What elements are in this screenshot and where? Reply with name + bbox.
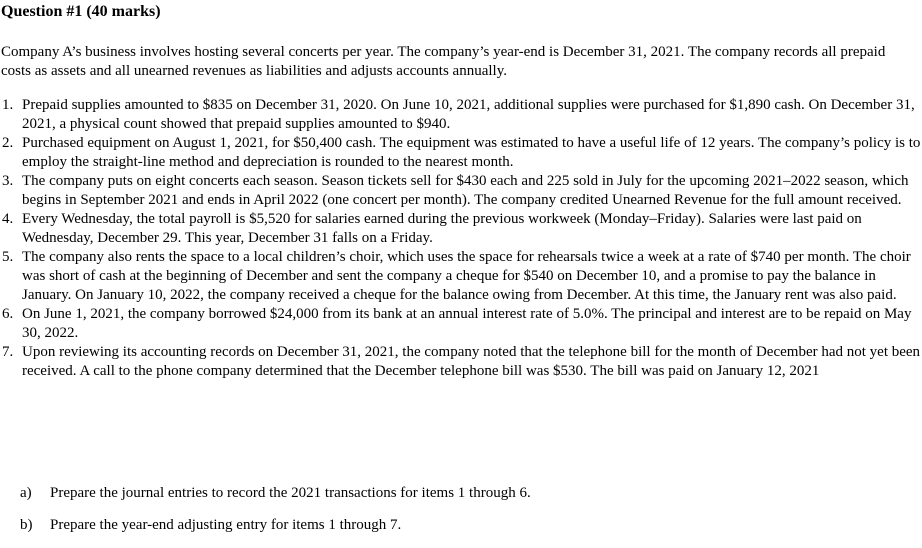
item-number: 4. [2,211,14,227]
item-number: 2. [2,135,14,151]
list-item [0,343,922,381]
question-title: Question #1 (40 marks) [1,3,161,20]
item-text: Upon reviewing its accounting records on December 31, 2021, the company noted that the telephone bill for the month of December had not yet been received. A call to the phone company determined that the December telephone bill was $530. The bill was paid on January 12, 2021 [22,344,921,379]
item-text: Prepaid supplies amounted to $835 on December 31, 2020. On June 10, 2021, additional supplies were purchased for $1,890 cash. On December 31, 2021, a physical count showed that prepaid supplies amounted to $940. [22,97,915,132]
list-item [0,305,922,343]
task-item [20,484,531,503]
list-item [0,96,922,134]
item-text: On June 1, 2021, the company borrowed $24,000 from its bank at an annual interest rate of 5.0%. The principal and interest are to be repaid on May 30, 2022. [22,306,912,341]
transaction-list [0,96,922,381]
item-number: 1. [2,97,14,113]
item-number: 3. [2,173,14,189]
item-text: Every Wednesday, the total payroll is $5,520 for salaries earned during the previous workweek (Monday–Friday). Salaries were last paid on Wednesday, December 29. This year, December 31 falls on a Friday. [22,211,862,246]
item-number: 5. [2,249,14,265]
item-text: Purchased equipment on August 1, 2021, for $50,400 cash. The equipment was estimated to have a useful life of 12 years. The company’s policy is to employ the straight-line method and depreciation is rounded to the nearest month. [22,135,921,170]
item-text: The company also rents the space to a local children’s choir, which uses the space for rehearsals twice a week at a rate of $740 per month. The choir was short of cash at the beginning of December and sent the company a cheque for $540 on December 10, and a promise to pay the balance in January. On January 10, 2022, the company received a cheque for the balance owing from December. At this time, the January rent was also paid. [22,249,911,303]
task-label: b) [20,517,33,533]
task-text: Prepare the year-end adjusting entry for items 1 through 7. [50,517,402,533]
list-item [0,172,922,210]
item-number: 7. [2,344,14,360]
list-item [0,210,922,248]
item-text: The company puts on eight concerts each season. Season tickets sell for $430 each and 225 sold in July for the upcoming 2021–2022 season, which begins in September 2021 and ends in April 2022 (one concert per month). The company credited Unearned Revenue for the full amount received. [22,173,909,208]
task-item [20,516,531,535]
list-item [0,134,922,172]
list-item [0,248,922,305]
question-intro [1,43,901,81]
intro-paragraph: Company A’s business involves hosting several concerts per year. The company’s year-end is December 31, 2021. The company records all prepaid costs as assets and all unearned revenues as liabilities and adjusts accounts annually. [1,44,886,79]
task-list [20,484,531,548]
item-number: 6. [2,306,14,322]
task-label: a) [20,485,32,501]
task-text: Prepare the journal entries to record the 2021 transactions for items 1 through 6. [50,485,531,501]
